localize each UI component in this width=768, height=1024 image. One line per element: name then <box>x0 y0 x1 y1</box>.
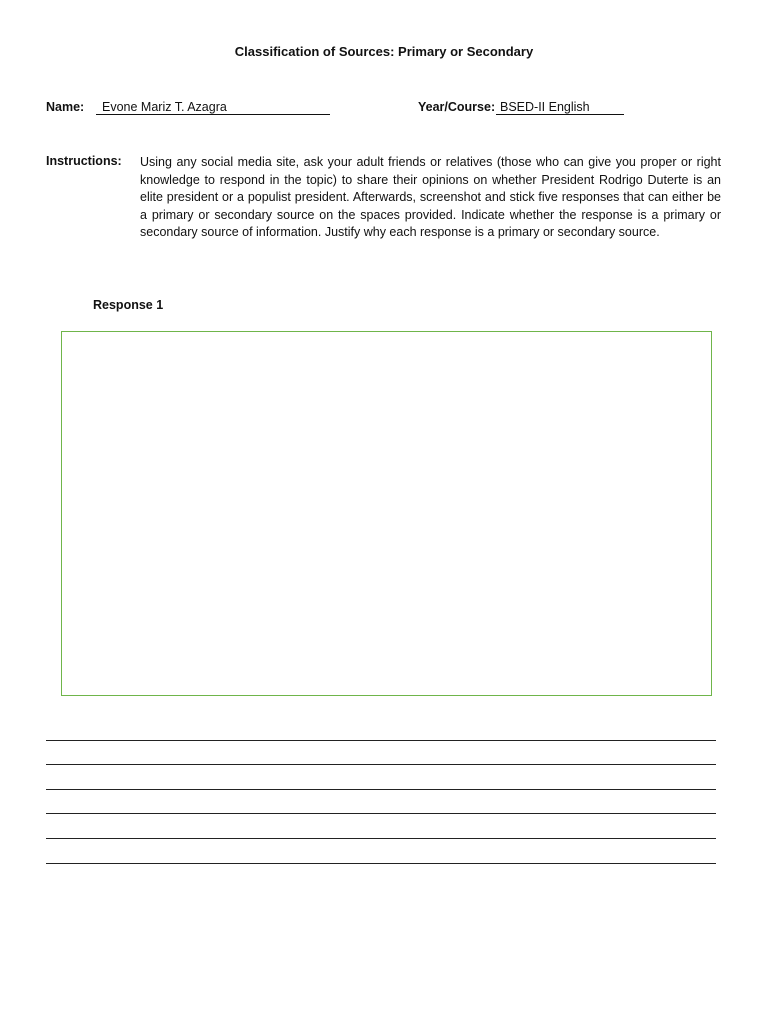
name-label: Name: <box>46 100 85 114</box>
instructions-text: Using any social media site, ask your adult friends or relatives (those who can give you proper or right knowledge to respond in the topic) to share their opinions on whether President Rodrigo Duterte is an elite president or a populist president. Afterwards, screenshot and stick five responses that can either be a primary or secondary source on the spaces provided. Indicate whether the response is a primary or secondary source of information. Justify why each response is a primary or secondary source. <box>140 155 721 240</box>
student-info-row <box>46 100 726 118</box>
answer-line[interactable] <box>46 790 716 815</box>
document-title: Classification of Sources: Primary or Secondary <box>234 44 534 59</box>
answer-line[interactable] <box>46 839 716 864</box>
name-field[interactable]: Evone Mariz T. Azagra <box>96 100 330 115</box>
answer-line[interactable] <box>46 716 716 741</box>
answer-line[interactable] <box>46 741 716 766</box>
year-course-field[interactable]: BSED-II English <box>496 100 624 115</box>
response-1-label: Response 1 <box>93 298 164 312</box>
instructions-label: Instructions: <box>46 154 122 168</box>
answer-line[interactable] <box>46 765 716 790</box>
answer-lines <box>46 716 716 864</box>
year-course-label: Year/Course: <box>418 100 496 114</box>
answer-line[interactable] <box>46 814 716 839</box>
response-1-box[interactable] <box>61 331 712 696</box>
